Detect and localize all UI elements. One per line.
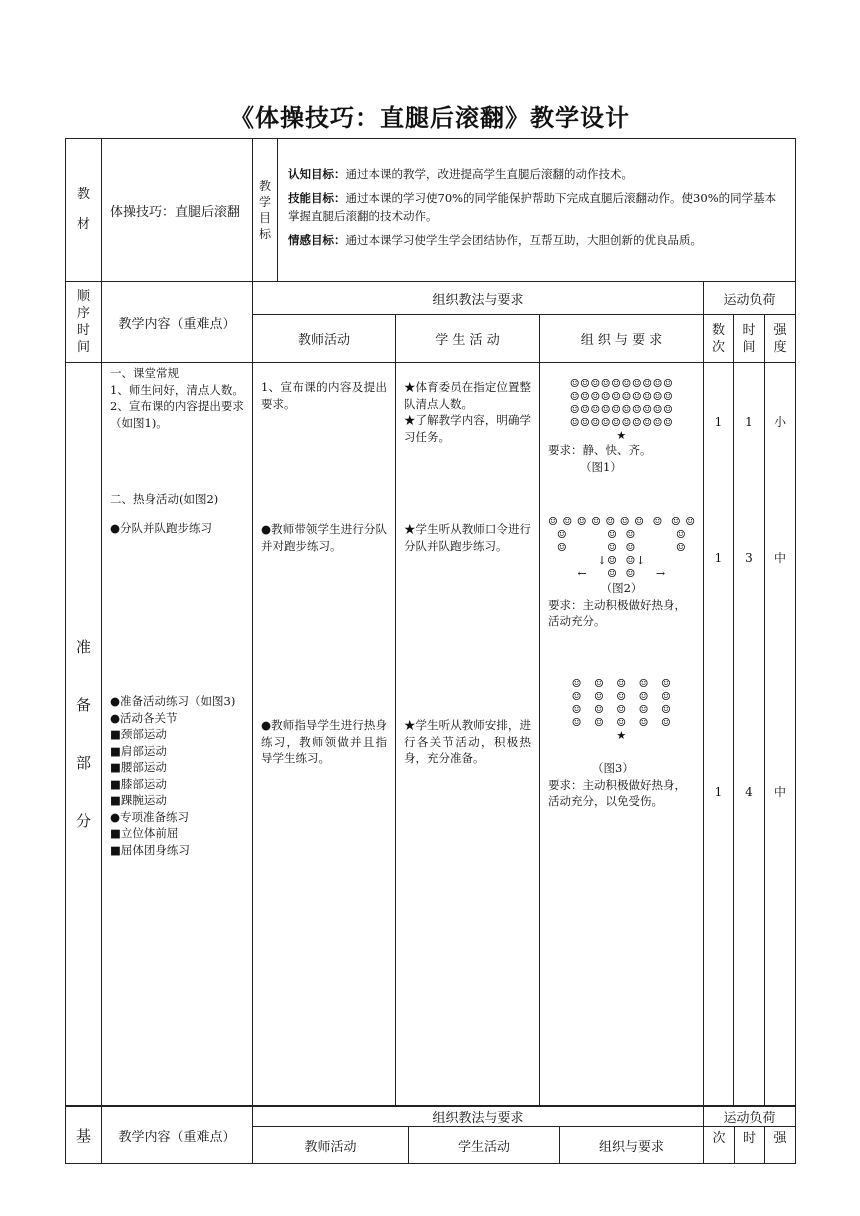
lesson-plan-table xyxy=(65,138,796,1106)
figure-3: ☺ ☺ ☺ ☺ ☺ ☺ ☺ ☺ ☺ ☺ ☺ ☺ ☺ ☺ ☺ ☺ ☺ ☺ ☺ ☺ ★ （图3） 要求：主动积极做好热身，活动充分，以免受伤。 xyxy=(548,677,686,808)
req-header: 组 织 与 要 求 xyxy=(540,315,704,363)
basic-label: 基 xyxy=(66,1107,102,1164)
load-header: 运动负荷 xyxy=(704,282,796,315)
goals-cell xyxy=(278,139,796,282)
prep-time: 1 3 4 xyxy=(734,363,765,1106)
goal-cognitive: 认知目标：通过本课的教学，改进提高学生直腿后滚翻的动作技术。 xyxy=(288,167,633,181)
basic-time-header: 时 xyxy=(735,1127,765,1164)
basic-teacher-header: 教师活动 xyxy=(253,1127,409,1164)
basic-load-header: 运动负荷 xyxy=(704,1107,796,1127)
basic-content-header: 教学内容（重难点） xyxy=(102,1107,253,1164)
prep-content: 一、课堂常规 1、师生问好，清点人数。 2、宣布课的内容提出要求（如图1)。 二、热身活动(如图2) ●分队并队跑步练习 ●准备活动练习（如图3) ●活动各关节 ■颈部运动 ■肩部运动 ■腰部运动 ■膝部运动 ■踝腕运动 ●专项准备练习 ■立位体前屈 ■屈体团身练习 xyxy=(102,363,253,1106)
basic-intensity-header: 强 xyxy=(765,1127,796,1164)
basic-org-header: 组织教法与要求 xyxy=(253,1107,704,1127)
material-value: 体操技巧：直腿后滚翻 xyxy=(102,139,253,282)
figure-2: ☺ ☺ ☺ ☺ ☺ ☺ ☺ ☺ ☺ ☺ ☺ ☺ ☺ ☺ ☺ ☺ ☺ ☺ ↓☺ ☺↓ ← ☺ ☺ → （图2） 要求：主动积极做好热身，活动充分。 xyxy=(548,515,696,628)
goal-skill: 技能目标：通过本课的学习使70%的同学能保护帮助下完成直腿后滚翻动作。使30%的同学基本掌握直腿后滚翻的技术动作。 xyxy=(288,191,777,223)
material-label: 教 材 xyxy=(66,139,102,282)
basic-section-table xyxy=(65,1106,796,1164)
prep-requirements xyxy=(540,363,704,1106)
prep-label: 准 备 部 分 xyxy=(66,363,102,1106)
figure-1: ☺☺☺☺☺☺☺☺☺☺ ☺☺☺☺☺☺☺☺☺☺ ☺☺☺☺☺☺☺☺☺☺ ☺☺☺☺☺☺☺☺☺☺ ★ 要求：静、快、齐。 （图1） xyxy=(548,377,674,474)
count-header: 数 次 xyxy=(704,315,734,363)
prep-teacher: 1、宣布课的内容及提出要求。 ●教师带领学生进行分队并对跑步练习。 ●教师指导学生进行热身练习，教师领做并且指导学生练习。 xyxy=(253,363,396,1106)
org-header: 组织教法与要求 xyxy=(253,282,704,315)
time-header: 时 间 xyxy=(734,315,765,363)
prep-student: ★体育委员在指定位置整队清点人数。 ★了解教学内容，明确学习任务。 ★学生听从教师口令进行分队并队跑步练习。 ★学生听从教师安排，进行各关节活动，积极热身，充分准备。 xyxy=(396,363,540,1106)
basic-count-header: 次 xyxy=(704,1127,735,1164)
document-title: 《体操技巧：直腿后滚翻》教学设计 xyxy=(230,103,630,132)
student-header: 学 生 活 动 xyxy=(396,315,540,363)
goals-label: 教 学 目 标 xyxy=(253,139,278,282)
content-header: 教学内容（重难点） xyxy=(102,282,253,363)
intensity-header: 强 度 xyxy=(765,315,796,363)
prep-count: 1 1 1 xyxy=(704,363,734,1106)
seq-time-header: 顺 序 时 间 xyxy=(66,282,102,363)
prep-intensity: 小 中 中 xyxy=(765,363,796,1106)
teacher-header: 教师活动 xyxy=(253,315,396,363)
basic-req-header: 组织与要求 xyxy=(560,1127,704,1164)
basic-student-header: 学生活动 xyxy=(409,1127,560,1164)
goal-emotion: 情感目标：通过本课学习使学生学会团结协作，互帮互助，大胆创新的优良品质。 xyxy=(288,233,702,247)
